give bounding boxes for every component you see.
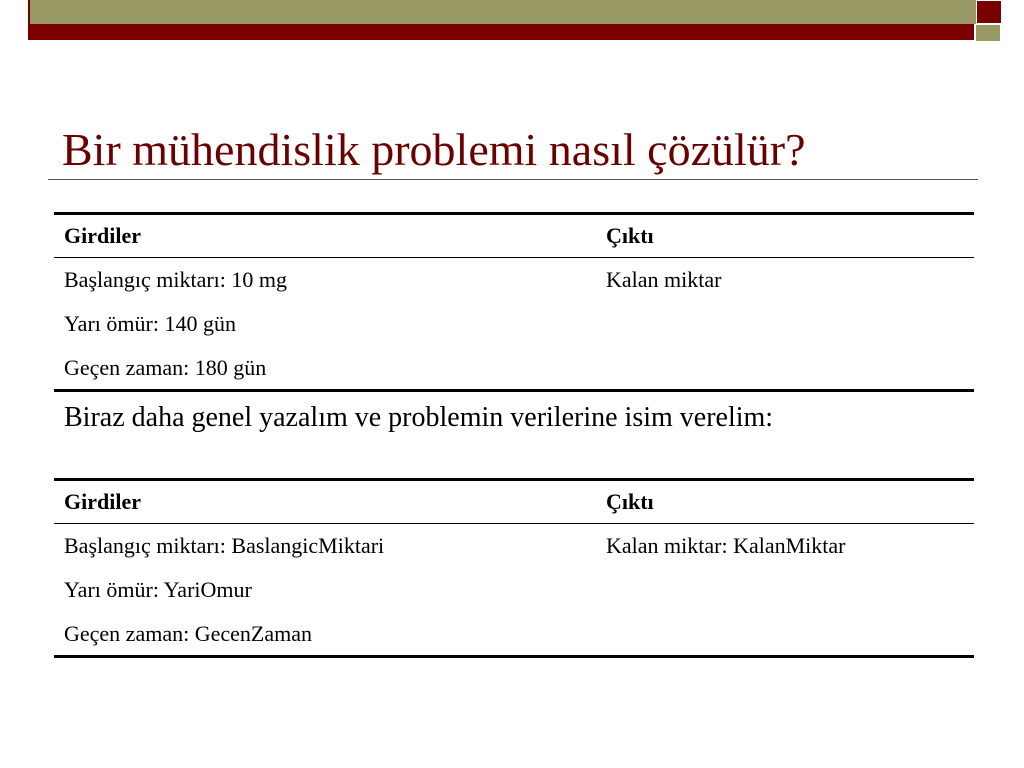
table-cell: Yarı ömür: YariOmur [64,577,252,602]
header-output: Çıktı [606,223,654,248]
header-maroon-square [976,0,1002,24]
table-cell: Başlangıç miktarı: BaslangicMiktari [64,533,385,558]
table-cell: Kalan miktar [606,267,722,292]
table-header-row [54,212,974,258]
table-row [54,346,974,392]
table-cell: Başlangıç miktarı: 10 mg [64,267,288,292]
table-cell: Geçen zaman: GecenZaman [64,620,312,646]
header-inputs: Girdiler [64,223,141,248]
table-row [54,258,974,302]
header-inputs: Girdiler [64,489,141,514]
table-header-row [54,478,974,524]
table-cell: Geçen zaman: 180 gün [64,354,267,380]
table-cell: Kalan miktar: KalanMiktar [606,533,846,558]
inputs-outputs-table-2 [54,478,974,658]
header-olive-bar [28,0,976,24]
body-text: Biraz daha genel yazalım ve problemin verilerine isim verelim: [64,402,774,433]
header-maroon-bar [28,24,974,40]
table-row [54,524,974,568]
inputs-outputs-table-1 [54,212,974,392]
header-output: Çıktı [606,489,654,514]
table-row [54,568,974,612]
title-divider [48,179,978,180]
table-row [54,612,974,658]
table-row [54,302,974,346]
slide-title: Bir mühendislik problemi nasıl çözülür? [62,124,806,175]
header-olive-square [976,25,1000,41]
table-cell: Yarı ömür: 140 gün [64,311,236,336]
